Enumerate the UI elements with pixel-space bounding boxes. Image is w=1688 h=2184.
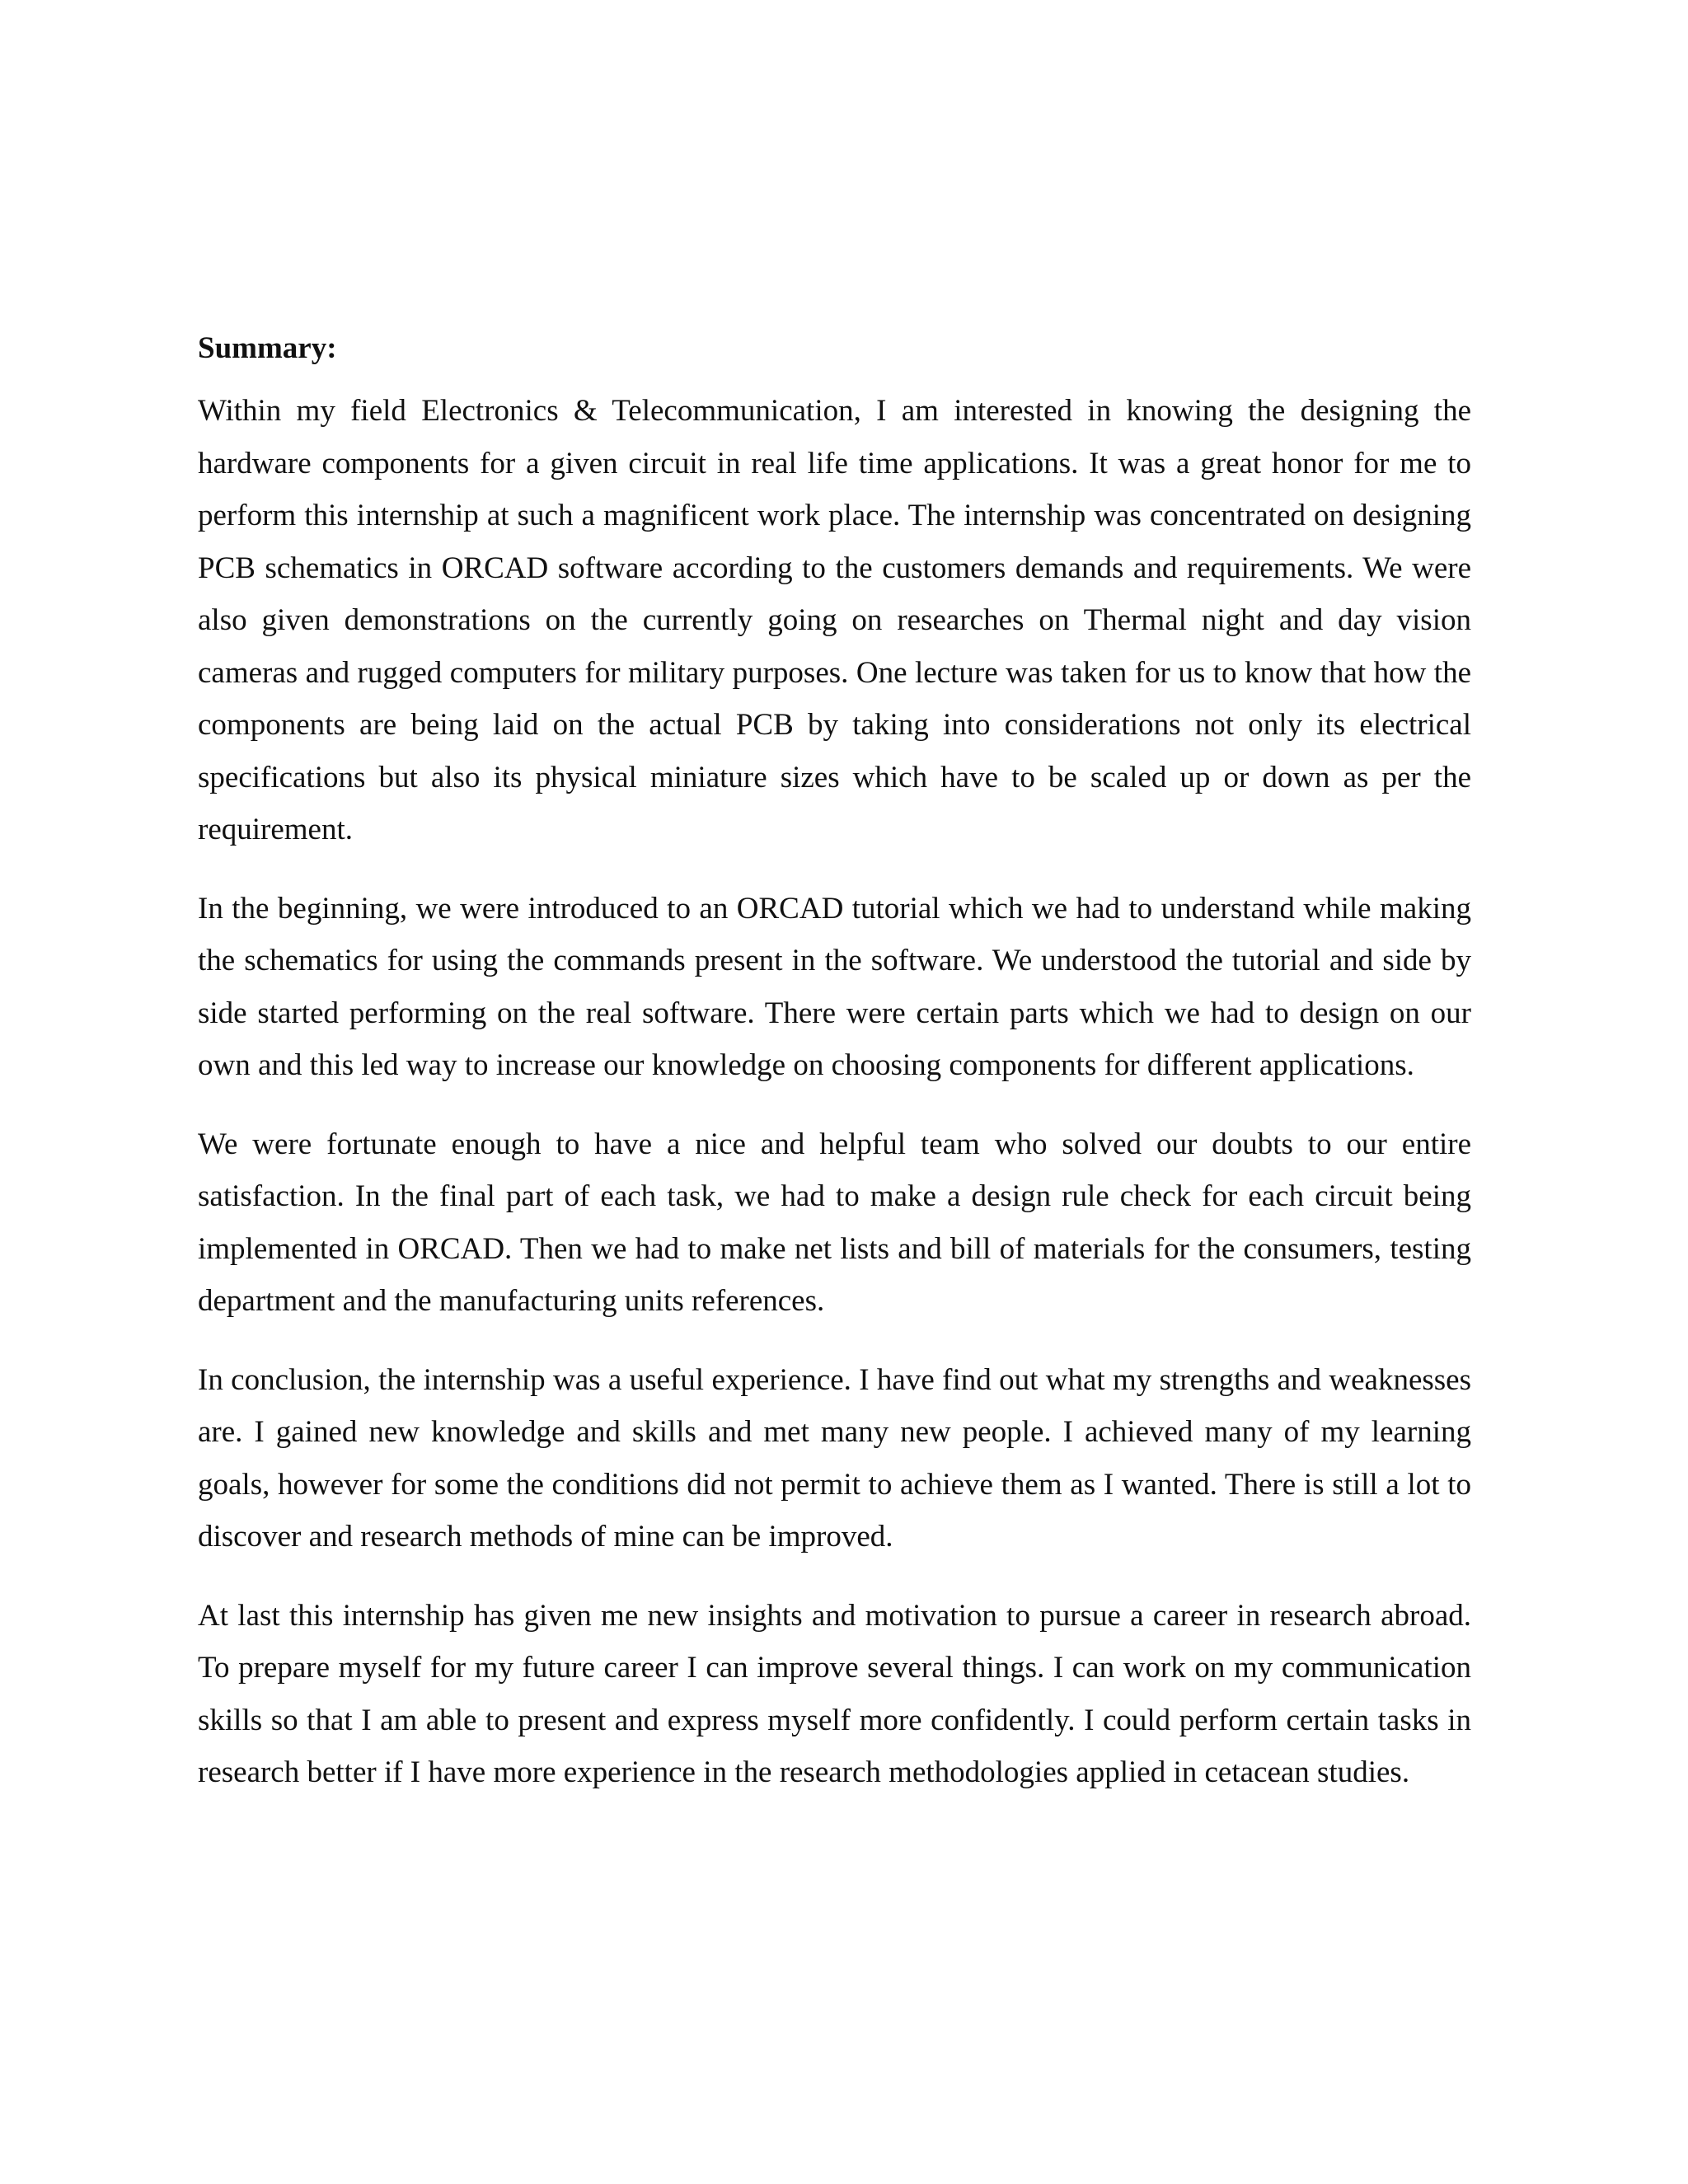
- paragraph-3: We were fortunate enough to have a nice and helpful team who solved our doubts to our entire satisfaction. In the final part of each task, we had to make a design rule check for each circuit being implemented in ORCAD. Then we had to make net lists and bill of materials for the consumers, testing department and the manufacturing units references.: [198, 1127, 1471, 1318]
- paragraph-2: In the beginning, we were introduced to an ORCAD tutorial which we had to understand while making the schematics for using the commands present in the software. We understood the tutorial and side by side started performing on the real software. There were certain parts which we had to design on our own and this led way to increase our knowledge on choosing components for different applications.: [198, 891, 1471, 1082]
- section-heading: Summary:: [198, 331, 337, 365]
- paragraph-4: In conclusion, the internship was a useful experience. I have find out what my strengths and weaknesses are. I gained new knowledge and skills and met many new people. I achieved many of my learning goals, however for some the conditions did not permit to achieve them as I wanted. There is still a lot to discover and research methods of mine can be improved.: [198, 1362, 1471, 1554]
- paragraph-5: At last this internship has given me new insights and motivation to pursue a career in research abroad. To prepare myself for my future career I can improve several things. I can work on my communication skills so that I am able to present and express myself more confidently. I could perform certain tasks in research better if I have more experience in the research methodologies applied in cetacean studies.: [198, 1598, 1471, 1789]
- paragraph-1: Within my field Electronics & Telecommunication, I am interested in knowing the designing the hardware components for a given circuit in real life time applications. It was a great honor for me to perform this internship at such a magnificent work place. The internship was concentrated on designing PCB schematics in ORCAD software according to the customers demands and requirements. We were also given demonstrations on the currently going on researches on Thermal night and day vision cameras and rugged computers for military purposes. One lecture was taken for us to know that how the components are being laid on the actual PCB by taking into considerations not only its electrical specifications but also its physical miniature sizes which have to be scaled up or down as per the requirement.: [198, 394, 1471, 846]
- document-body: [198, 326, 1471, 1825]
